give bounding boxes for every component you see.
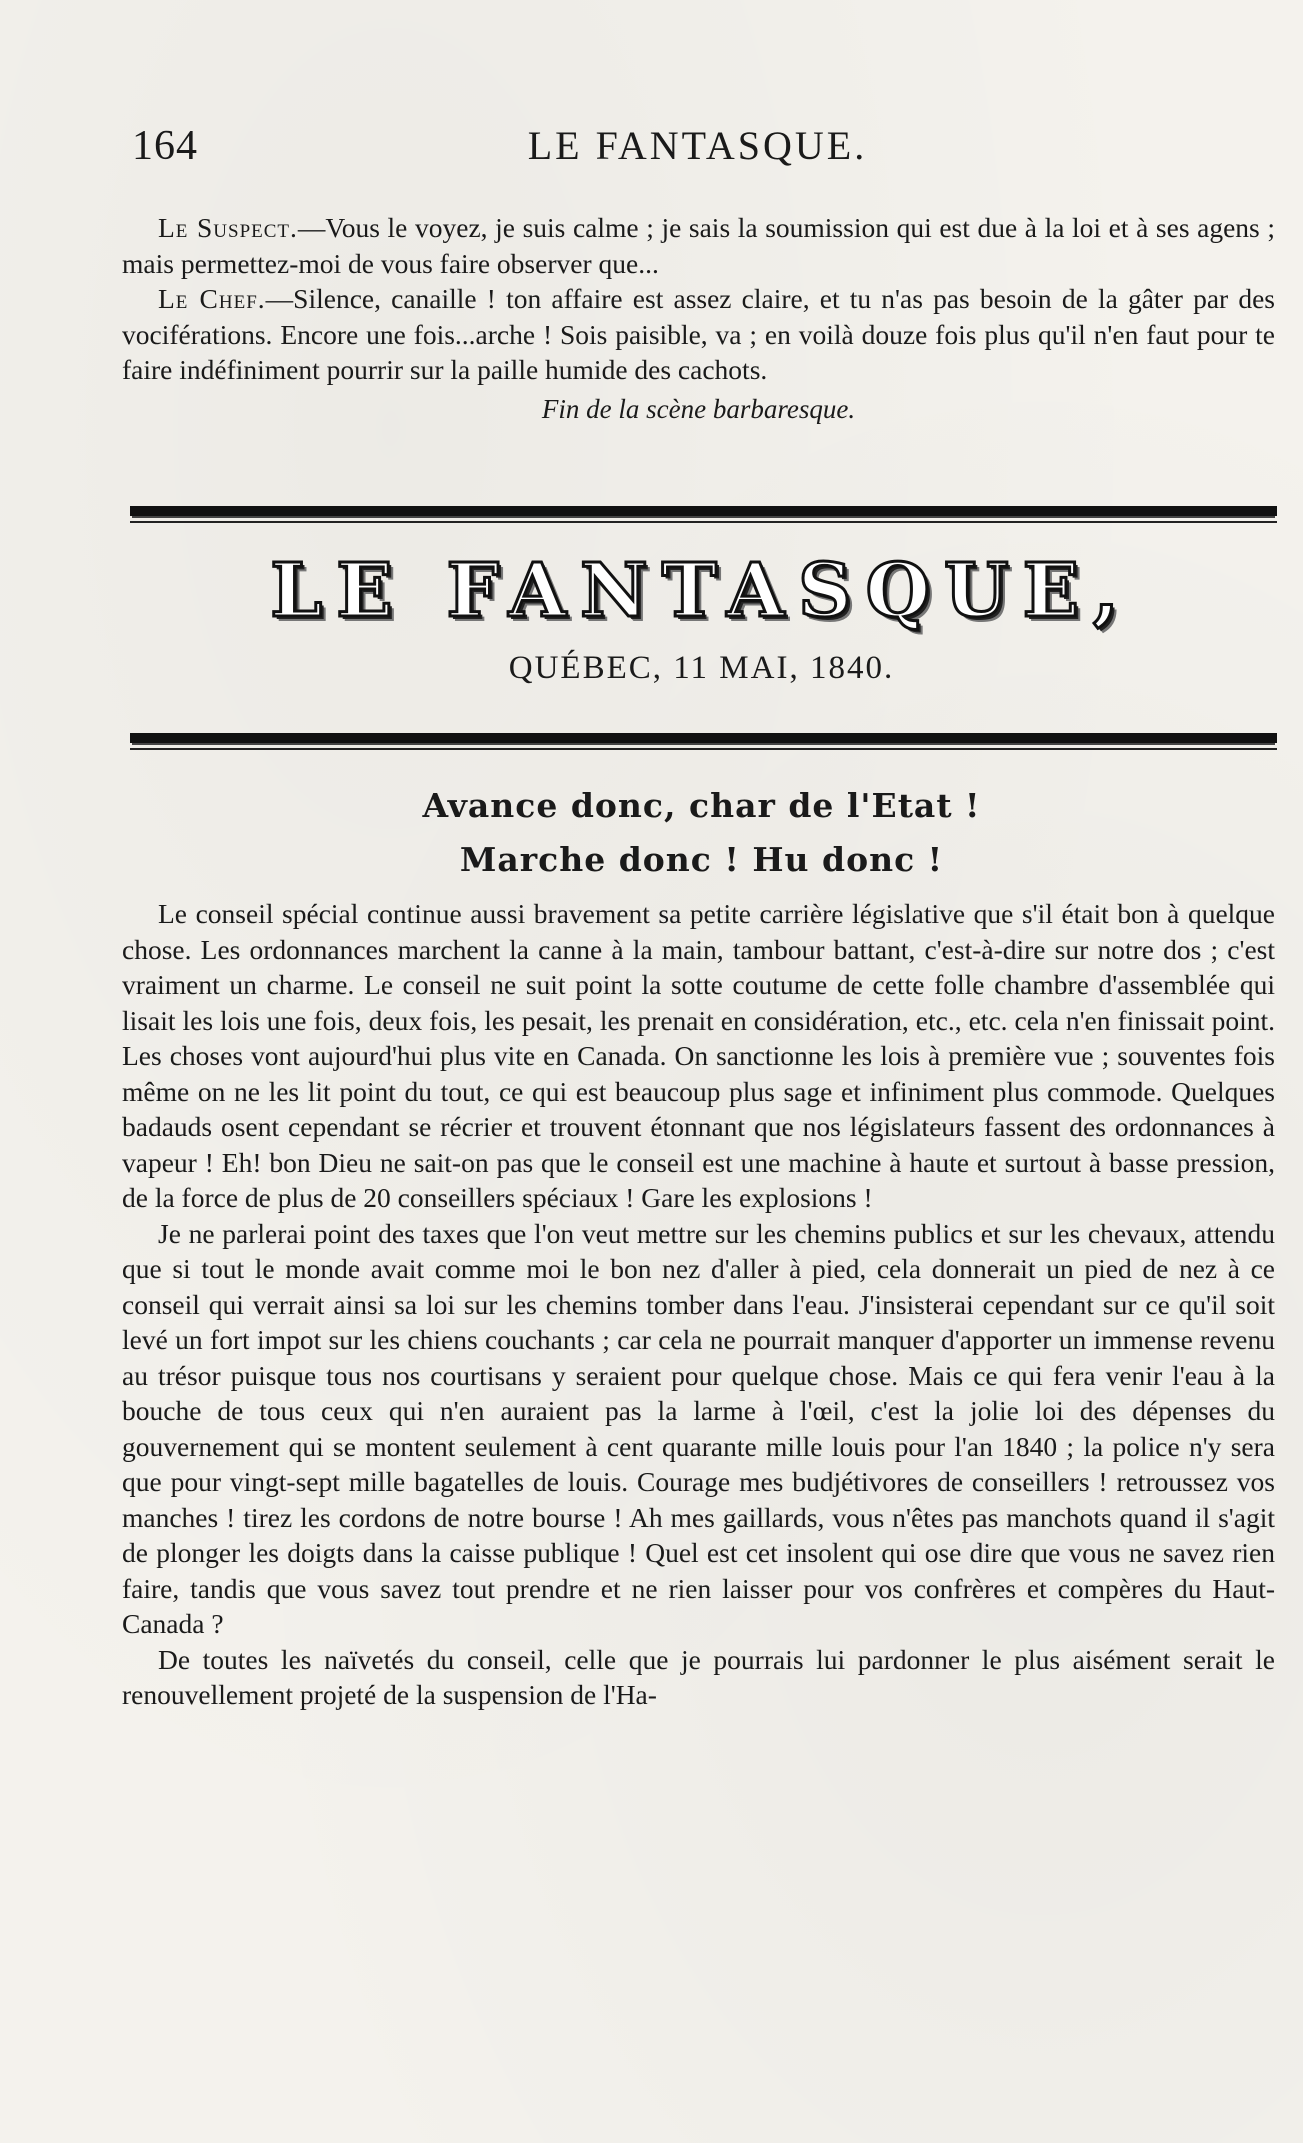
section-rule-top-thin	[130, 521, 1277, 523]
article-title-line-1: Avance donc, char de l'Etat !	[422, 786, 981, 825]
section-rule-top	[130, 506, 1277, 516]
speaker-name: Le Chef.	[158, 283, 266, 314]
running-title: LE FANTASQUE.	[527, 123, 868, 168]
dialogue-text: —Silence, canaille ! ton affaire est assez claire, et tu n'as pas besoin de la gâter par des vociférations. Encore une fois...arche ! Sois paisible, va ; en voilà douze fois plus qu'il n'en faut pour te faire indéfiniment pourrir sur la paille humide des cachots.	[122, 283, 1275, 385]
article-paragraph: Le conseil spécial continue aussi bravement sa petite carrière législative que s'il était bon à quelque chose. Les ordonnances marchent la canne à la main, tambour battant, c'est-à-dire sur notre dos ; c'est vraiment un charme. Le conseil ne suit point la sotte coutume de cette folle chambre d'assemblée qui lisait les lois une fois, deux fois, les pesait, les prenait en considération, etc., etc. cela n'en finissait point. Les choses vont aujourd'hui plus vite en Canada. On sanctionne les lois à première vue ; souventes fois même on ne les lit point du tout, ce qui est beaucoup plus sage et infiniment plus commode. Quelques badauds osent cependant se récrier et trouvent étonnant que nos législateurs fassent des ordonnances à vapeur ! Eh! bon Dieu ne sait-on pas que le conseil est une machine à haute et surtout à basse pression, de la force de plus de 20 conseillers spéciaux ! Gare les explosions !	[122, 898, 1275, 1213]
article-paragraph: De toutes les naïvetés du conseil, celle que je pourrais lui pardonner le plus aisément serait le renouvellement projeté de la suspension de l'Ha-	[122, 1643, 1275, 1710]
page-number: 164	[132, 123, 198, 169]
section-rule-bottom-thin	[130, 748, 1277, 750]
dialogue-block	[122, 210, 1275, 427]
dialogue-line-suspect	[122, 210, 1275, 281]
article-paragraph: Je ne parlerai point des taxes que l'on veut mettre sur les chemins publics et sur les chevaux, attendu que si tout le monde avait comme moi le bon nez d'aller à pied, cela donnerait un pied de nez à ce conseil qui verrait ainsi sa loi sur les chemins tomber dans l'eau. J'insisterai cependant sur ce qu'il soit levé un fort impot sur les chiens couchants ; car cela ne pourrait manquer d'apporter un immense revenu au trésor puisque tous nos courtisans y seraient pour quelque chose. Mais ce qui fera venir l'eau à la bouche de tous ceux qui n'en auraient pas la larme à l'œil, c'est la jolie loi des dépenses du gouvernement qui se montent seulement à cent quarante mille louis pour l'an 1840 ; la police n'y sera que pour vingt-sept mille bagatelles de louis. Courage mes budjétivores de conseillers ! retroussez vos manches ! tirez les cordons de notre bourse ! Ah mes gaillards, vous n'êtes pas manchots quand il s'agit de plonger les doigts dans la caisse publique ! Quel est cet insolent qui ose dire que vous ne savez rien faire, tandis que vous savez tout prendre et ne rien laisser pour vos confrères et compères du Haut-Canada ?	[122, 1217, 1275, 1639]
masthead-title: LE FANTASQUE,	[270, 548, 1133, 634]
article-title-line-2: Marche donc ! Hu donc !	[459, 840, 944, 879]
running-head	[132, 122, 1263, 168]
speaker-name: Le Suspect.	[158, 212, 298, 243]
dialogue-line-chef	[122, 281, 1275, 388]
section-rule-bottom	[130, 733, 1277, 743]
stage-direction: Fin de la scène barbaresque.	[541, 393, 856, 424]
article-body	[122, 896, 1275, 1713]
masthead-dateline: QUÉBEC, 11 MAI, 1840.	[508, 650, 895, 686]
dialogue-text: —Vous le voyez, je suis calme ; je sais la soumission qui est due à la loi et à ses agens ; mais permettez-moi de vous faire observer que...	[122, 212, 1275, 279]
